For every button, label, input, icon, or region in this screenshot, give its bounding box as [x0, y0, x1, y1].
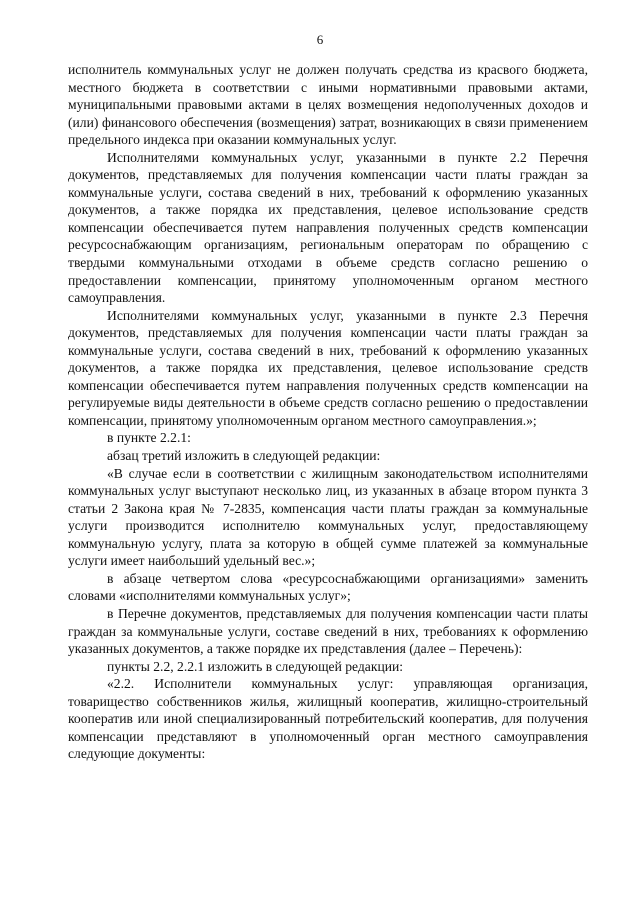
paragraph-perechen-intro: в Перечне документов, представляемых для получения компенсации части платы граждан за коммунальные услуги, составе сведений в них, требованиях к оформлению указанных документов, а также порядке их представления (далее – Перечень): — [68, 605, 588, 657]
document-body — [68, 61, 588, 763]
paragraph-item-2-2-targeted-use: Исполнителями коммунальных услуг, указанными в пункте 2.2 Перечня документов, представляемых для получения компенсации части платы граждан за коммунальные услуги, состава сведений в них, требований к оформлению указанных документов, а также порядка их представления, целевое использование средств компенсации обеспечивается путем направления полученных средств компенсации ресурсоснабжающим организациям, региональным операторам по обращению с твердыми коммунальными отходами в объеме средств согласно решению о предоставлении компенсации, принятому уполномоченным органом местного самоуправления. — [68, 149, 588, 306]
paragraph-fourth-abzac-replacement: в абзаце четвертом слова «ресурсоснабжающими организациями» заменить словами «исполнителями коммунальных услуг»; — [68, 570, 588, 604]
paragraph-item-2-2-new: «2.2. Исполнители коммунальных услуг: управляющая организация, товарищество собственников жилья, жилищный кооператив, жилищно-строительный кооператив или иной специализированный потребительский кооператив, для получения компенсации представляют в уполномоченный орган местного самоуправления следующие документы: — [68, 676, 588, 762]
paragraph-third-abzac-instruction: абзац третий изложить в следующей редакции: — [107, 448, 381, 464]
paragraph-items-instruction: пункты 2.2, 2.2.1 изложить в следующей редакции: — [107, 658, 404, 674]
paragraph-continuation: исполнитель коммунальных услуг не должен получать средства из красвого бюджета, местного бюджета в соответствии с иными нормативными правовыми актами, муниципальными правовыми актами в целях возмещения недополученных доходов и (или) финансового обеспечения (возмещения) затрат, возникающих в связи применением предельного индекса при оказании коммунальных услуг. — [68, 62, 588, 148]
page-number: 6 — [316, 32, 324, 47]
paragraph-item-2-2-1-heading: в пункте 2.2.1: — [107, 430, 191, 446]
paragraph-item-2-3-targeted-use: Исполнителями коммунальных услуг, указанными в пункте 2.3 Перечня документов, представляемых для получения компенсации части платы граждан за коммунальные услуги, состава сведений в них, требований к оформлению указанных документов, а также порядка их представления, целевое использование средств компенсации обеспечивается путем направления полученных средств компенсации на регулируемые виды деятельности в объеме средств согласно решению о предоставлении компенсации, принятому уполномоченным органом местного самоуправления.»; — [68, 307, 588, 428]
paragraph-quoted-new-text: «В случае если в соответствии с жилищным законодательством исполнителями коммунальных услуг выступают несколько лиц, из указанных в абзаце втором пункта 3 статьи 2 Закона края № 7-2835, компенсация части платы граждан за коммунальные услуги производится исполнителю коммунальных услуг, предоставляющему коммунальную услугу, плата за которую в общей сумме платежей за коммунальные услуги имеет наибольший удельный вес.»; — [68, 465, 588, 569]
